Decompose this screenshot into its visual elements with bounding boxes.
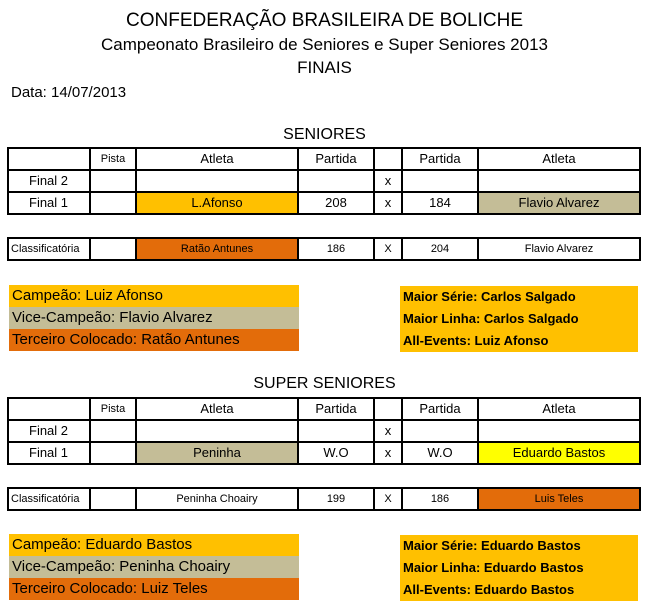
- header-atleta: Atleta: [136, 148, 298, 170]
- third-place-label: Terceiro Colocado: Ratão Antunes: [9, 329, 299, 351]
- table-row-final1: [8, 192, 640, 214]
- header-blank: [374, 398, 402, 420]
- vice-champion-label: Vice-Campeão: Peninha Choairy: [9, 556, 299, 578]
- athlete-cell: Flavio Alvarez: [478, 192, 640, 214]
- versus-cell: x: [374, 442, 402, 464]
- athlete-cell: [478, 170, 640, 192]
- header-atleta: Atleta: [136, 398, 298, 420]
- super-awards: [400, 535, 638, 601]
- award-best-series: Maior Série: Eduardo Bastos: [403, 538, 581, 553]
- athlete-cell: Eduardo Bastos: [478, 442, 640, 464]
- table-row-final1: [8, 442, 640, 464]
- row-label: Final 2: [8, 170, 90, 192]
- score-cell: 208: [298, 192, 374, 214]
- event-date: Data: 14/07/2013: [11, 84, 127, 101]
- athlete-cell: Flavio Alvarez: [478, 238, 640, 260]
- versus-cell: X: [374, 238, 402, 260]
- row-label: Final 1: [8, 192, 90, 214]
- header-pista: Pista: [90, 398, 136, 420]
- third-place-label: Terceiro Colocado: Luiz Teles: [9, 578, 299, 600]
- athlete-cell: [478, 420, 640, 442]
- score-cell: W.O: [298, 442, 374, 464]
- athlete-cell: L.Afonso: [136, 192, 298, 214]
- seniores-podium: [9, 285, 299, 351]
- seniores-awards: [400, 286, 638, 352]
- table-row-final2: [8, 170, 640, 192]
- score-cell: 199: [298, 488, 374, 510]
- row-label: Final 2: [8, 420, 90, 442]
- score-cell: W.O: [402, 442, 478, 464]
- athlete-cell: Luis Teles: [478, 488, 640, 510]
- champion-label: Campeão: Luiz Afonso: [9, 285, 299, 307]
- score-cell: [402, 170, 478, 192]
- athlete-cell: Peninha: [136, 442, 298, 464]
- header-blank: [374, 148, 402, 170]
- award-best-series: Maior Série: Carlos Salgado: [403, 289, 576, 304]
- super-qualifier-table: [7, 487, 641, 511]
- lane-cell: [90, 238, 136, 260]
- header-atleta: Atleta: [478, 148, 640, 170]
- header-pista: Pista: [90, 148, 136, 170]
- athlete-cell: Ratão Antunes: [136, 238, 298, 260]
- lane-cell: [90, 192, 136, 214]
- athlete-cell: Peninha Choairy: [136, 488, 298, 510]
- score-cell: 184: [402, 192, 478, 214]
- lane-cell: [90, 488, 136, 510]
- vice-champion-label: Vice-Campeão: Flavio Alvarez: [9, 307, 299, 329]
- award-best-line: Maior Linha: Carlos Salgado: [403, 311, 579, 326]
- header-blank: [8, 398, 90, 420]
- versus-cell: x: [374, 420, 402, 442]
- table-header-row: [8, 398, 640, 420]
- seniores-finals-table: [7, 147, 641, 215]
- section-title-super-seniores: SUPER SENIORES: [253, 375, 396, 392]
- table-row-final2: [8, 420, 640, 442]
- table-row-qualifier: [8, 488, 640, 510]
- seniores-qualifier-table: [7, 237, 641, 261]
- championship-subtitle: Campeonato Brasileiro de Seniores e Super Seniores 2013: [101, 35, 548, 54]
- header-blank: [8, 148, 90, 170]
- versus-cell: x: [374, 170, 402, 192]
- score-cell: 186: [298, 238, 374, 260]
- header-partida: Partida: [402, 398, 478, 420]
- table-row-qualifier: [8, 238, 640, 260]
- row-label: Final 1: [8, 442, 90, 464]
- versus-cell: X: [374, 488, 402, 510]
- champion-label: Campeão: Eduardo Bastos: [9, 534, 299, 556]
- lane-cell: [90, 442, 136, 464]
- score-cell: [298, 170, 374, 192]
- super-podium: [9, 534, 299, 600]
- award-all-events: All-Events: Eduardo Bastos: [403, 582, 575, 597]
- lane-cell: [90, 420, 136, 442]
- section-title-seniores: SENIORES: [283, 126, 366, 143]
- award-best-line: Maior Linha: Eduardo Bastos: [403, 560, 584, 575]
- header-partida: Partida: [298, 398, 374, 420]
- versus-cell: x: [374, 192, 402, 214]
- athlete-cell: [136, 170, 298, 192]
- table-header-row: [8, 148, 640, 170]
- row-label: Classificatória: [8, 238, 90, 260]
- header-partida: Partida: [298, 148, 374, 170]
- header-atleta: Atleta: [478, 398, 640, 420]
- super-finals-table: [7, 397, 641, 465]
- award-all-events: All-Events: Luiz Afonso: [403, 333, 549, 348]
- lane-cell: [90, 170, 136, 192]
- score-cell: 204: [402, 238, 478, 260]
- page-title: CONFEDERAÇÃO BRASILEIRA DE BOLICHE: [126, 10, 523, 31]
- stage-title: FINAIS: [297, 58, 352, 77]
- row-label: Classificatória: [8, 488, 90, 510]
- score-cell: [402, 420, 478, 442]
- header-partida: Partida: [402, 148, 478, 170]
- score-cell: 186: [402, 488, 478, 510]
- athlete-cell: [136, 420, 298, 442]
- score-cell: [298, 420, 374, 442]
